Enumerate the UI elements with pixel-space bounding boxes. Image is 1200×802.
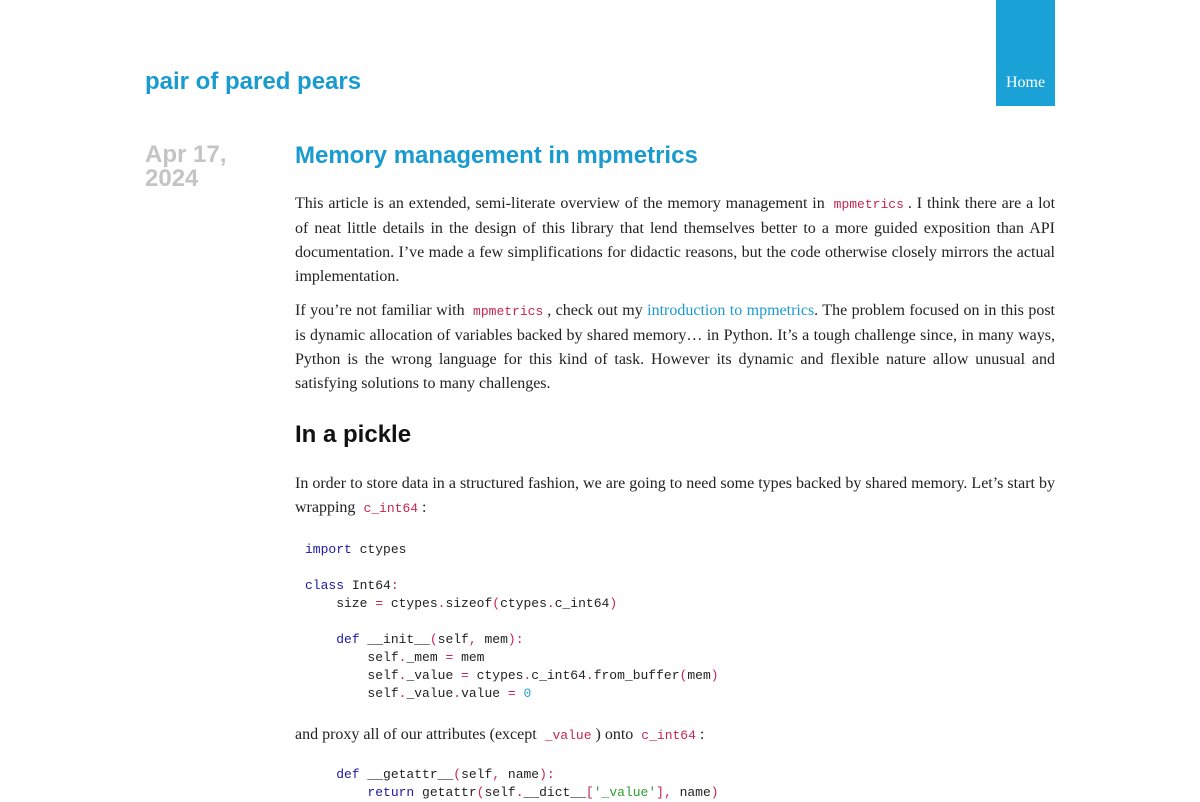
code-block-getattr-line: def __getattr__(self, name): [336,767,555,782]
section-heading-in-a-pickle: In a pickle [295,421,412,448]
context-text-a: If you’re not familiar with [295,302,465,319]
pickle-text-a: In order to store data in a structured fashion, we are going to need some types backed by shared memory. Let’s start by wrapping [295,475,1055,516]
intro-paragraph [295,192,1055,289]
code-block-getattr-line: return getattr(self.__dict__['_value'], name) [367,785,719,800]
proxy-text-c: : [699,726,705,743]
site-title-link[interactable]: pair of pared pears [145,68,362,95]
proxy-text-a: and proxy all of our attributes (except [295,726,537,743]
post-title[interactable]: Memory management in mpmetrics [295,142,698,169]
context-text-c: . The problem focused on in this post is dynamic allocation of variables backed by shared memory… in Python. It’s a tough challenge since, in many ways, Python is the wrong language for this kind of task. However its dynamic and flexible nature allow unusual and satisfying solutions to many challenges. [295,302,1055,392]
code-block-getattr [295,766,1055,802]
code-block-int64-line: class Int64: [305,578,399,593]
code-block-int64-line: def __init__(self, mem): [336,632,524,647]
nav-home-label: Home [1005,74,1046,91]
code-block-int64-line: self._value.value = 0 [305,686,532,701]
code-block-int64-line: self._value = ctypes.c_int64.from_buffer(mem) [305,668,719,683]
context-text-b: , check out my [547,302,643,319]
post-date: Apr 17, 2024 [145,141,227,192]
intro-text-b: . I think there are a lot of neat little details in the design of this library that lend themselves better to a more guided exposition than API documentation. I’ve made a few simplifications for didactic reasons, but the code otherwise closely mirrors the actual implementation. [295,195,1056,285]
pickle-text-b: : [422,499,427,516]
inline-code-c-int64-2: c_int64 [641,728,696,743]
nav-home-button[interactable] [996,0,1055,106]
intro-text-a: This article is an extended, semi-literate overview of the memory management in [295,195,825,212]
proxy-paragraph [295,723,1055,748]
code-block-int64 [295,541,1055,703]
inline-code-value: _value [544,728,592,743]
pickle-paragraph [295,472,1055,521]
context-paragraph [295,299,1055,396]
code-block-int64-line: self._mem = mem [305,650,485,665]
code-block-int64-line: import ctypes [305,542,407,557]
inline-code-mpmetrics: mpmetrics [833,197,904,212]
article [295,140,1055,802]
intro-mpmetrics-link[interactable]: introduction to mpmetrics [647,302,815,319]
inline-code-c-int64: c_int64 [363,501,419,516]
code-block-int64-line: size = ctypes.sizeof(ctypes.c_int64) [305,596,618,611]
proxy-text-b: ) onto [595,726,634,743]
inline-code-mpmetrics-2: mpmetrics [473,304,544,319]
